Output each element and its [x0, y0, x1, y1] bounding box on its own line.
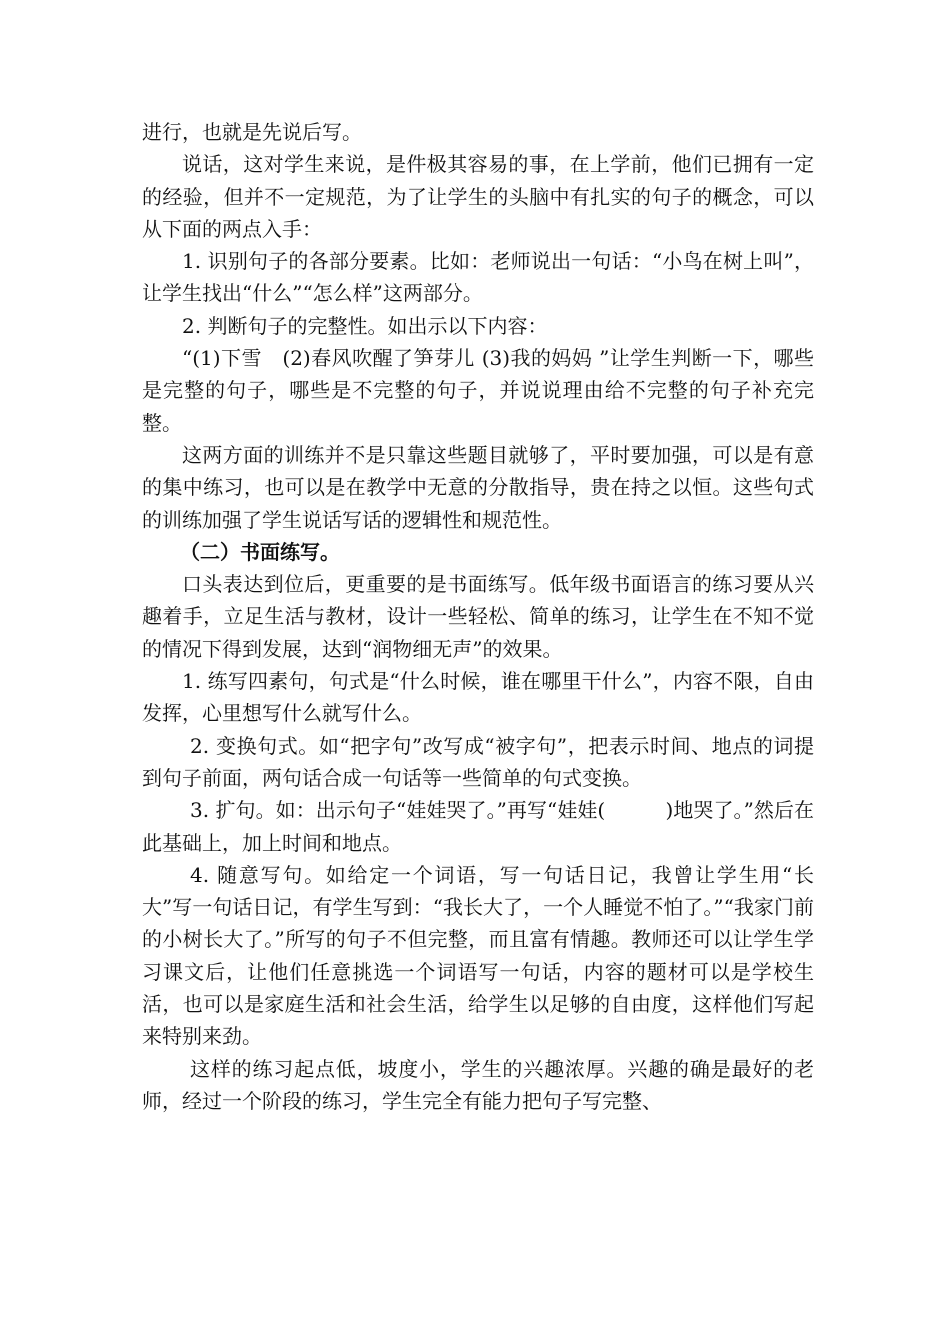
- section-heading: （二）书面练写。: [180, 539, 340, 564]
- document-page: [142, 116, 814, 1117]
- paragraph-item-4: 4. 随意写句。如给定一个词语，写一句话日记，我曾让学生用“长大”写一句话日记，有学生写到：“我长大了，一个人睡觉不怕了。”“我家门前的小树长大了。”所写的句子不但完整，而且富有情趣。教师还可以让学生学习课文后，让他们任意挑选一个词语写一句话，内容的题材可以是学校生活，也可以是家庭生活和社会生活，给学生以足够的自由度，这样他们写起来特别来劲。: [142, 862, 814, 1049]
- paragraph-written-intro: 口头表达到位后，更重要的是书面练写。低年级书面语言的练习要从兴趣着手，立足生活与教材，设计一些轻松、简单的练习，让学生在不知不觉的情况下得到发展，达到“润物细无声”的效果。: [142, 572, 814, 661]
- paragraph-continuation: 进行，也就是先说后写。: [142, 120, 362, 144]
- paragraph-closing: 这样的练习起点低，坡度小，学生的兴趣浓厚。兴趣的确是最好的老师，经过一个阶段的练习，学生完全有能力把句子写完整、: [142, 1056, 814, 1113]
- paragraph-item-1: 1. 练写四素句，句式是“什么时候，谁在哪里干什么”，内容不限，自由发挥，心里想写什么就写什么。: [142, 669, 814, 726]
- paragraph-training-summary: 这两方面的训练并不是只靠这些题目就够了，平时要加强，可以是有意的集中练习，也可以是在教学中无意的分散指导，贵在持之以恒。这些句式的训练加强了学生说话写话的逻辑性和规范性。: [142, 442, 814, 532]
- paragraph-item-3: 3. 扩句。如：出示句子“娃娃哭了。”再写“娃娃( )地哭了。”然后在此基础上，加上时间和地点。: [142, 798, 814, 855]
- paragraph-example: “(1)下雪 (2)春风吹醒了笋芽儿 (3)我的妈妈 ”让学生判断一下，哪些是完整的句子，哪些是不完整的句子，并说说理由给不完整的句子补充完整。: [142, 346, 814, 435]
- paragraph-speaking-intro: 说话，这对学生来说，是件极其容易的事，在上学前，他们已拥有一定的经验，但并不一定规范，为了让学生的头脑中有扎实的句子的概念，可以从下面的两点入手：: [142, 152, 814, 241]
- paragraph-item-2: 2. 变换句式。如“把字句”改写成“被字句”，把表示时间、地点的词提到句子前面，两句话合成一句话等一些简单的句式变换。: [142, 733, 814, 790]
- paragraph-point-2: 2. 判断句子的完整性。如出示以下内容：: [182, 313, 548, 338]
- paragraph-point-1: 1. 识别句子的各部分要素。比如：老师说出一句话：“小鸟在树上叫”，让学生找出“什么”“怎么样”这两部分。: [142, 249, 814, 306]
